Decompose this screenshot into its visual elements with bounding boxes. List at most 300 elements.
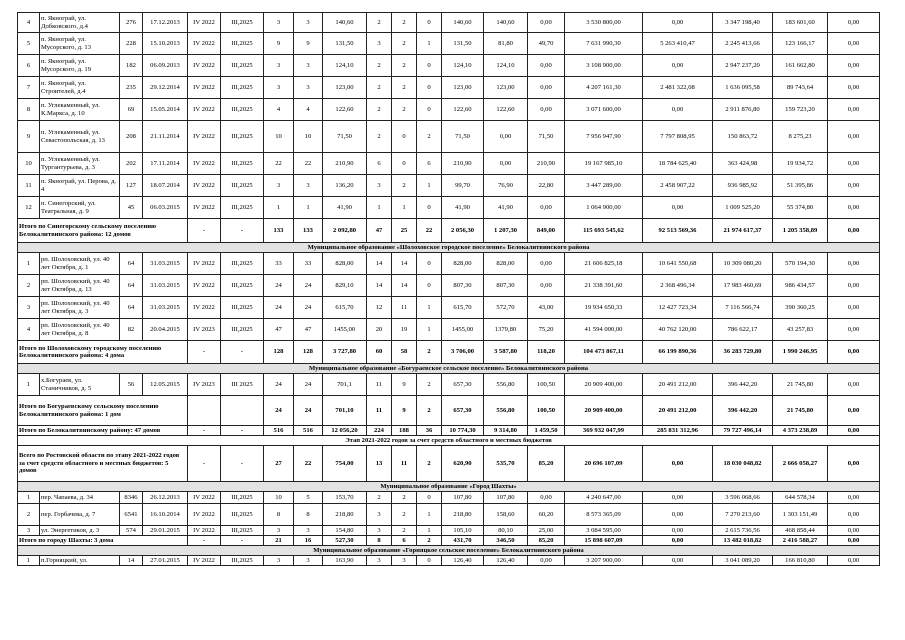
table-cell: 0,00: [528, 275, 565, 297]
table-cell: 2: [417, 121, 442, 153]
table-cell: 0,00: [643, 55, 713, 77]
table-cell: 21 606 825,18: [565, 253, 643, 275]
total-cell: 9 314,80: [484, 426, 528, 436]
table-cell: 3 447 289,00: [565, 175, 643, 197]
total-cell: -: [221, 341, 264, 364]
address-cell: п. Якнограй, ул. Мусорского, д. 19: [40, 55, 120, 77]
table-cell: 8 573 365,09: [565, 504, 643, 526]
table-cell: III,2025: [221, 13, 264, 33]
table-cell: III,2025: [221, 504, 264, 526]
table-cell: 3: [294, 175, 323, 197]
table-row: [18, 33, 880, 55]
total-cell: 25: [392, 219, 417, 243]
table-cell: 0,00: [643, 13, 713, 33]
table-cell: 1379,80: [484, 319, 528, 341]
total-cell: 224: [367, 426, 392, 436]
table-cell: 3 207 900,00: [565, 556, 643, 566]
table-cell: IV 2022: [188, 492, 221, 504]
table-cell: 124,10: [484, 55, 528, 77]
table-cell: 0,00: [643, 556, 713, 566]
table-cell: 0: [417, 197, 442, 219]
table-cell: 123 166,17: [773, 33, 828, 55]
table-cell: 202: [120, 153, 143, 175]
table-cell: IV 2022: [188, 13, 221, 33]
table-cell: 0: [417, 77, 442, 99]
table-cell: 276: [120, 13, 143, 33]
total-cell: 0,00: [643, 536, 713, 546]
table-cell: 12: [367, 297, 392, 319]
table-cell: 2 368 496,34: [643, 275, 713, 297]
table-cell: 17.11.2014: [143, 153, 188, 175]
address-cell: п. Якнограй, ул. Добковского, д.4: [40, 13, 120, 33]
table-cell: 2 947 237,20: [713, 55, 773, 77]
table-cell: 0,00: [643, 99, 713, 121]
table-cell: 24: [264, 297, 294, 319]
table-cell: 0,00: [828, 297, 880, 319]
table-cell: 1 303 151,49: [773, 504, 828, 526]
table-cell: 124,10: [323, 55, 367, 77]
total-cell: 104 473 867,11: [565, 341, 643, 364]
total-cell: 556,80: [484, 396, 528, 426]
address-cell: п. Якнограй, ул. Перова, д. 4: [40, 175, 120, 197]
table-cell: 3: [294, 55, 323, 77]
table-cell: 140,60: [442, 13, 484, 33]
table-cell: IV 2022: [188, 55, 221, 77]
table-cell: III,2025: [221, 121, 264, 153]
table-cell: 131,50: [323, 33, 367, 55]
total-cell: 2 416 588,27: [773, 536, 828, 546]
table-cell: 0,00: [828, 55, 880, 77]
total-cell: 396 442,20: [713, 396, 773, 426]
total-cell: 66 199 890,36: [643, 341, 713, 364]
table-cell: 3: [294, 526, 323, 536]
total-cell: -: [188, 219, 221, 243]
table-cell: 0,00: [828, 374, 880, 396]
table-cell: 936 985,92: [713, 175, 773, 197]
table-row: [18, 492, 880, 504]
table-cell: 3: [264, 556, 294, 566]
address-cell: пер. Горбачева, д. 7: [40, 504, 120, 526]
table-cell: IV 2022: [188, 121, 221, 153]
table-cell: IV 2022: [188, 33, 221, 55]
address-cell: п.Горняцкий, ул.: [40, 556, 120, 566]
table-cell: 4: [18, 319, 40, 341]
table-cell: III,2025: [221, 175, 264, 197]
total-cell: 2 092,80: [323, 219, 367, 243]
table-cell: III,2025: [221, 526, 264, 536]
table-cell: 131,50: [442, 33, 484, 55]
table-cell: 41,90: [442, 197, 484, 219]
total-cell: -: [188, 426, 221, 436]
table-cell: 0,00: [528, 77, 565, 99]
table-cell: 10: [264, 492, 294, 504]
table-cell: 3: [264, 526, 294, 536]
table-cell: 127: [120, 175, 143, 197]
table-cell: 2: [367, 77, 392, 99]
table-cell: 24: [264, 275, 294, 297]
table-cell: 80,10: [484, 526, 528, 536]
table-cell: 9: [264, 33, 294, 55]
total-cell: 0,00: [828, 536, 880, 546]
table-cell: 3: [367, 175, 392, 197]
table-cell: 26.12.2013: [143, 492, 188, 504]
table-cell: III,2025: [221, 197, 264, 219]
table-cell: 51 395,86: [773, 175, 828, 197]
table-cell: 8: [264, 504, 294, 526]
total-cell: 22: [294, 446, 323, 482]
table-cell: 786 622,17: [713, 319, 773, 341]
table-cell: 31.03.2015: [143, 275, 188, 297]
table-cell: 2: [392, 13, 417, 33]
table-cell: 64: [120, 275, 143, 297]
table-cell: 18 784 625,40: [643, 153, 713, 175]
table-cell: 22,80: [528, 175, 565, 197]
table-cell: 3 347 198,40: [713, 13, 773, 33]
section-header-row: [18, 482, 880, 492]
table-cell: 10: [264, 121, 294, 153]
table-cell: 2: [367, 13, 392, 33]
table-cell: 107,80: [484, 492, 528, 504]
total-row: [18, 446, 880, 482]
section-header: Муниципальное образование «Шолоховское городское поселение» Белокалитвинского района: [18, 243, 880, 253]
table-cell: 1: [18, 374, 40, 396]
table-cell: 100,50: [528, 374, 565, 396]
table-cell: 3: [264, 55, 294, 77]
table-cell: 41,90: [323, 197, 367, 219]
total-cell: 58: [392, 341, 417, 364]
table-cell: 45: [120, 197, 143, 219]
table-cell: 107,80: [442, 492, 484, 504]
table-cell: 183 601,60: [773, 13, 828, 33]
table-cell: 2 481 322,08: [643, 77, 713, 99]
table-cell: III,2025: [221, 55, 264, 77]
table-row: [18, 253, 880, 275]
section-header: Муниципальное образование «Город Шахты»: [18, 482, 880, 492]
table-cell: 1455,00: [323, 319, 367, 341]
address-cell: рп. Шолоховский, ул. 40 лет Октября, д. 8: [40, 319, 120, 341]
table-cell: 1: [367, 197, 392, 219]
table-cell: 4: [18, 13, 40, 33]
table-cell: 570 194,30: [773, 253, 828, 275]
total-cell: 346,50: [484, 536, 528, 546]
total-label: Итого по Синегорскому сельскому поселению Белокалитвинского района: 12 домов: [18, 219, 188, 243]
total-cell: 36 283 729,80: [713, 341, 773, 364]
section-header-row: [18, 436, 880, 446]
table-cell: IV 2023: [188, 319, 221, 341]
total-cell: 516: [294, 426, 323, 436]
total-cell: 0,00: [828, 396, 880, 426]
table-cell: 16.10.2014: [143, 504, 188, 526]
table-cell: IV 2023: [188, 374, 221, 396]
table-cell: 71,50: [528, 121, 565, 153]
table-cell: 14: [367, 253, 392, 275]
table-cell: 986 434,57: [773, 275, 828, 297]
table-cell: 19 934,72: [773, 153, 828, 175]
table-cell: 3: [294, 77, 323, 99]
table-cell: 82: [120, 319, 143, 341]
table-cell: 24: [294, 275, 323, 297]
total-row: [18, 341, 880, 364]
table-cell: 0,00: [828, 121, 880, 153]
table-cell: 644 578,34: [773, 492, 828, 504]
table-cell: IV 2022: [188, 275, 221, 297]
table-cell: 0,00: [828, 77, 880, 99]
table-cell: 807,30: [484, 275, 528, 297]
table-cell: 828,00: [442, 253, 484, 275]
table-cell: 25,00: [528, 526, 565, 536]
table-cell: 81,80: [484, 33, 528, 55]
table-cell: 228: [120, 33, 143, 55]
table-cell: 3: [392, 556, 417, 566]
table-cell: 154,80: [323, 526, 367, 536]
table-cell: 33: [264, 253, 294, 275]
table-cell: 0,00: [828, 33, 880, 55]
table-row: [18, 77, 880, 99]
table-cell: 15.10.2013: [143, 33, 188, 55]
total-row: [18, 396, 880, 426]
table-cell: 11: [367, 374, 392, 396]
total-cell: 13: [367, 446, 392, 482]
table-cell: 807,30: [442, 275, 484, 297]
table-cell: 0,00: [643, 526, 713, 536]
table-cell: 43,00: [528, 297, 565, 319]
table-cell: 19 934 650,33: [565, 297, 643, 319]
table-cell: 0: [417, 556, 442, 566]
table-cell: III,2025: [221, 492, 264, 504]
total-cell: 754,00: [323, 446, 367, 482]
table-cell: 12: [18, 197, 40, 219]
table-cell: 159 723,20: [773, 99, 828, 121]
table-cell: 76,90: [484, 175, 528, 197]
table-cell: 0,00: [828, 556, 880, 566]
table-row: [18, 121, 880, 153]
table-cell: 14: [392, 275, 417, 297]
table-cell: 64: [120, 253, 143, 275]
table-cell: 0,00: [828, 504, 880, 526]
table-cell: 2: [392, 99, 417, 121]
table-cell: III,2025: [221, 33, 264, 55]
table-cell: 41 594 000,00: [565, 319, 643, 341]
table-cell: 31.03.2015: [143, 253, 188, 275]
table-row: [18, 297, 880, 319]
table-cell: 2: [18, 504, 40, 526]
document-table-container: [17, 12, 880, 566]
table-cell: 126,40: [484, 556, 528, 566]
table-cell: IV 2022: [188, 504, 221, 526]
table-cell: 1: [392, 197, 417, 219]
table-cell: 47: [294, 319, 323, 341]
table-cell: 140,60: [484, 13, 528, 33]
table-cell: 0,00: [828, 492, 880, 504]
table-cell: 64: [120, 297, 143, 319]
total-cell: 6: [392, 536, 417, 546]
table-cell: 22: [294, 153, 323, 175]
table-cell: 60,20: [528, 504, 565, 526]
table-cell: 14: [392, 253, 417, 275]
table-cell: 3 530 800,00: [565, 13, 643, 33]
table-cell: 396 442,20: [713, 374, 773, 396]
total-cell: 60: [367, 341, 392, 364]
table-cell: 701,1: [323, 374, 367, 396]
table-cell: III,2025: [221, 99, 264, 121]
table-cell: 1: [417, 297, 442, 319]
table-cell: 69: [120, 99, 143, 121]
table-cell: 3: [18, 297, 40, 319]
table-cell: 2: [392, 492, 417, 504]
table-cell: 4 240 647,00: [565, 492, 643, 504]
table-cell: 105,10: [442, 526, 484, 536]
table-cell: 2: [367, 55, 392, 77]
total-cell: 4 373 238,89: [773, 426, 828, 436]
table-cell: 390 360,25: [773, 297, 828, 319]
table-cell: 33: [294, 253, 323, 275]
total-cell: 2: [417, 341, 442, 364]
total-cell: 0,00: [828, 426, 880, 436]
total-cell: 18 030 048,82: [713, 446, 773, 482]
table-cell: 47: [264, 319, 294, 341]
table-cell: 556,80: [484, 374, 528, 396]
total-cell: 1 459,50: [528, 426, 565, 436]
table-cell: 7 270 213,60: [713, 504, 773, 526]
section-header-row: [18, 243, 880, 253]
table-cell: 0,00: [528, 197, 565, 219]
table-cell: 123,00: [484, 77, 528, 99]
table-cell: 22: [264, 153, 294, 175]
total-cell: 431,70: [442, 536, 484, 546]
total-cell: 20 491 212,00: [643, 396, 713, 426]
total-cell: 21 974 617,37: [713, 219, 773, 243]
table-cell: 17.12.2013: [143, 13, 188, 33]
total-label: Итого по Белокалитвинскому району: 47 домов: [18, 426, 188, 436]
table-cell: 55 374,80: [773, 197, 828, 219]
section-header-row: [18, 364, 880, 374]
table-cell: 75,20: [528, 319, 565, 341]
total-cell: -: [188, 536, 221, 546]
table-cell: 0,00: [828, 253, 880, 275]
section-header: Этап 2021-2022 годов за счет средств областного и местных бюджетов: [18, 436, 880, 446]
table-cell: 0: [392, 121, 417, 153]
table-cell: 3 071 600,00: [565, 99, 643, 121]
table-cell: 99,70: [442, 175, 484, 197]
total-cell: 20 909 400,00: [565, 396, 643, 426]
table-cell: 0,00: [528, 13, 565, 33]
total-cell: 118,20: [528, 341, 565, 364]
table-cell: 19: [392, 319, 417, 341]
total-row: [18, 426, 880, 436]
address-cell: п. Углекаменный, ул. К.Маркса, д. 10: [40, 99, 120, 121]
table-cell: 2 245 413,66: [713, 33, 773, 55]
table-cell: 2: [392, 77, 417, 99]
table-cell: 0,00: [828, 153, 880, 175]
table-row: [18, 153, 880, 175]
table-cell: 56: [120, 374, 143, 396]
table-cell: 0: [417, 99, 442, 121]
total-cell: 701,10: [323, 396, 367, 426]
table-cell: IV 2022: [188, 297, 221, 319]
total-cell: 0,00: [828, 341, 880, 364]
table-row: [18, 197, 880, 219]
section-header-row: [18, 546, 880, 556]
total-cell: 92 513 569,36: [643, 219, 713, 243]
table-cell: 49,70: [528, 33, 565, 55]
total-row: [18, 219, 880, 243]
total-cell: 2 056,30: [442, 219, 484, 243]
section-header: Муниципальное образование «Горняцкое сельское поселение» Белокалитвинского района: [18, 546, 880, 556]
table-row: [18, 175, 880, 197]
total-cell: 369 932 047,99: [565, 426, 643, 436]
table-cell: 5: [294, 492, 323, 504]
table-cell: 123,00: [442, 77, 484, 99]
table-cell: 3 108 900,00: [565, 55, 643, 77]
table-cell: 43 257,83: [773, 319, 828, 341]
total-cell: 85,20: [528, 446, 565, 482]
table-cell: 5 263 410,47: [643, 33, 713, 55]
table-cell: 2 615 736,56: [713, 526, 773, 536]
table-cell: 140,60: [323, 13, 367, 33]
table-cell: 24: [294, 374, 323, 396]
table-cell: 2: [367, 492, 392, 504]
table-cell: 14: [120, 556, 143, 566]
table-cell: 828,00: [323, 253, 367, 275]
table-cell: 0: [417, 55, 442, 77]
table-cell: 15.05.2014: [143, 99, 188, 121]
table-cell: 7: [18, 77, 40, 99]
table-cell: III,2025: [221, 275, 264, 297]
table-cell: 6: [18, 55, 40, 77]
total-cell: 0,00: [828, 446, 880, 482]
total-cell: [188, 396, 221, 426]
table-cell: 1 636 095,58: [713, 77, 773, 99]
table-cell: 1: [417, 526, 442, 536]
table-cell: 10 641 550,68: [643, 253, 713, 275]
total-cell: -: [221, 219, 264, 243]
table-body: [18, 13, 880, 566]
table-cell: III,2025: [221, 153, 264, 175]
table-cell: 0,00: [828, 319, 880, 341]
total-cell: 535,70: [484, 446, 528, 482]
table-cell: 19 167 985,10: [565, 153, 643, 175]
table-cell: 12.05.2015: [143, 374, 188, 396]
total-cell: 3 727,80: [323, 341, 367, 364]
table-cell: 1 009 525,20: [713, 197, 773, 219]
total-cell: 16: [294, 536, 323, 546]
total-cell: 1 207,30: [484, 219, 528, 243]
table-cell: 18.07.2014: [143, 175, 188, 197]
table-cell: 10: [18, 153, 40, 175]
total-cell: 27: [264, 446, 294, 482]
table-cell: 06.03.2015: [143, 197, 188, 219]
table-row: [18, 319, 880, 341]
total-cell: -: [188, 446, 221, 482]
table-cell: 615,70: [442, 297, 484, 319]
total-cell: 85,20: [528, 536, 565, 546]
table-cell: 1: [18, 253, 40, 275]
table-cell: 0,00: [484, 153, 528, 175]
table-cell: 3: [18, 526, 40, 536]
table-cell: 10 309 080,20: [713, 253, 773, 275]
table-cell: 122,60: [484, 99, 528, 121]
total-cell: 36: [417, 426, 442, 436]
table-cell: 182: [120, 55, 143, 77]
table-cell: 8346: [120, 492, 143, 504]
table-cell: 12 427 723,34: [643, 297, 713, 319]
address-cell: п. Якнограй, ул. Мусорского, д. 13: [40, 33, 120, 55]
table-cell: 0: [417, 253, 442, 275]
total-cell: 11: [367, 396, 392, 426]
table-cell: 0,00: [484, 121, 528, 153]
table-cell: 11: [18, 175, 40, 197]
table-row: [18, 526, 880, 536]
